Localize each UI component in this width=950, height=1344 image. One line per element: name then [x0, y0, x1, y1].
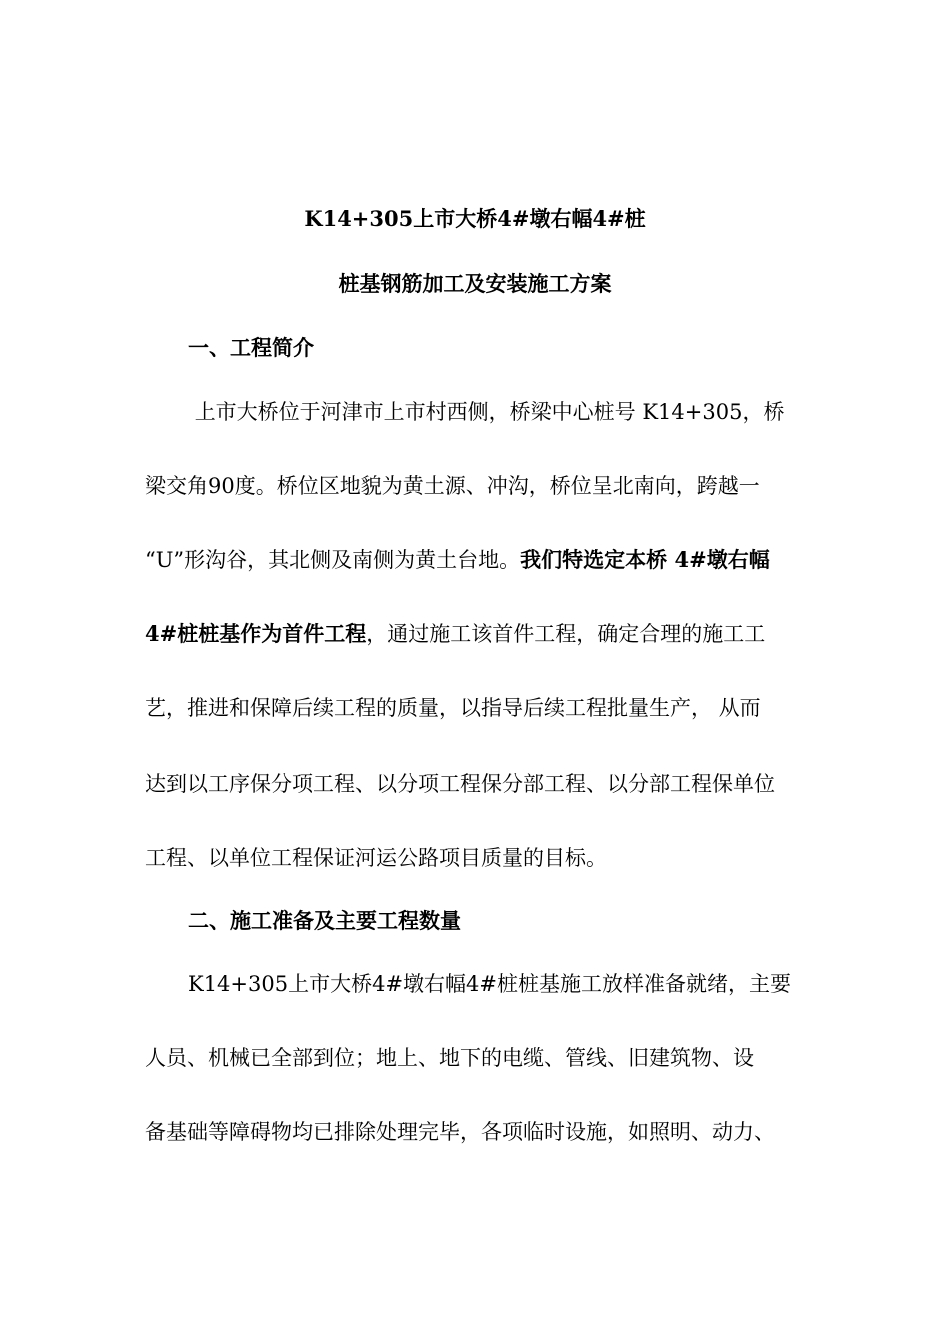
section-1-line-6: 达到以工序保分项工程、以分项工程保分部工程、以分部工程保单位 [145, 772, 775, 796]
section-1-text: “U”形沟谷，其北侧及南侧为黄土台地。 [145, 548, 521, 572]
section-2-line-2: 人员、机械已全部到位；地上、地下的电缆、管线、旧建筑物、设 [145, 1046, 754, 1070]
section-1-line-2: 梁交角90度。桥位区地貌为黄土源、冲沟，桥位呈北南向，跨越一 [145, 474, 760, 498]
section-1-line-4 [145, 618, 825, 648]
section-1-line-1 [188, 396, 868, 426]
section-1-text: 上市大桥位于河津市上市村西侧，桥梁中心桩号 K14+305，桥 [194, 400, 785, 424]
section-1-bold-text: 4#桩桩基作为首件工程 [145, 621, 367, 646]
section-2-line-3: 备基础等障碍物均已排除处理完毕，各项临时设施，如照明、动力、 [145, 1120, 775, 1144]
document-title-line-1: K14+305上市大桥4#墩右幅4#桩 [304, 206, 646, 231]
section-1-line-5: 艺，推进和保障后续工程的质量，以指导后续工程批量生产， 从而 [145, 696, 761, 720]
section-1-bold-text: 我们特选定本桥 4#墩右幅 [520, 547, 770, 572]
section-1-line-7: 工程、以单位工程保证河运公路项目质量的目标。 [145, 846, 607, 870]
section-1-line-3 [145, 544, 825, 574]
section-1-heading: 一、工程简介 [188, 335, 314, 360]
section-2-heading: 二、施工准备及主要工程数量 [188, 908, 461, 933]
document-title-line-2: 桩基钢筋加工及安装施工方案 [338, 271, 612, 296]
section-1-text: ，通过施工该首件工程，确定合理的施工工 [366, 622, 766, 646]
section-2-line-1: K14+305上市大桥4#墩右幅4#桩桩基施工放样准备就绪，主要 [188, 972, 791, 996]
